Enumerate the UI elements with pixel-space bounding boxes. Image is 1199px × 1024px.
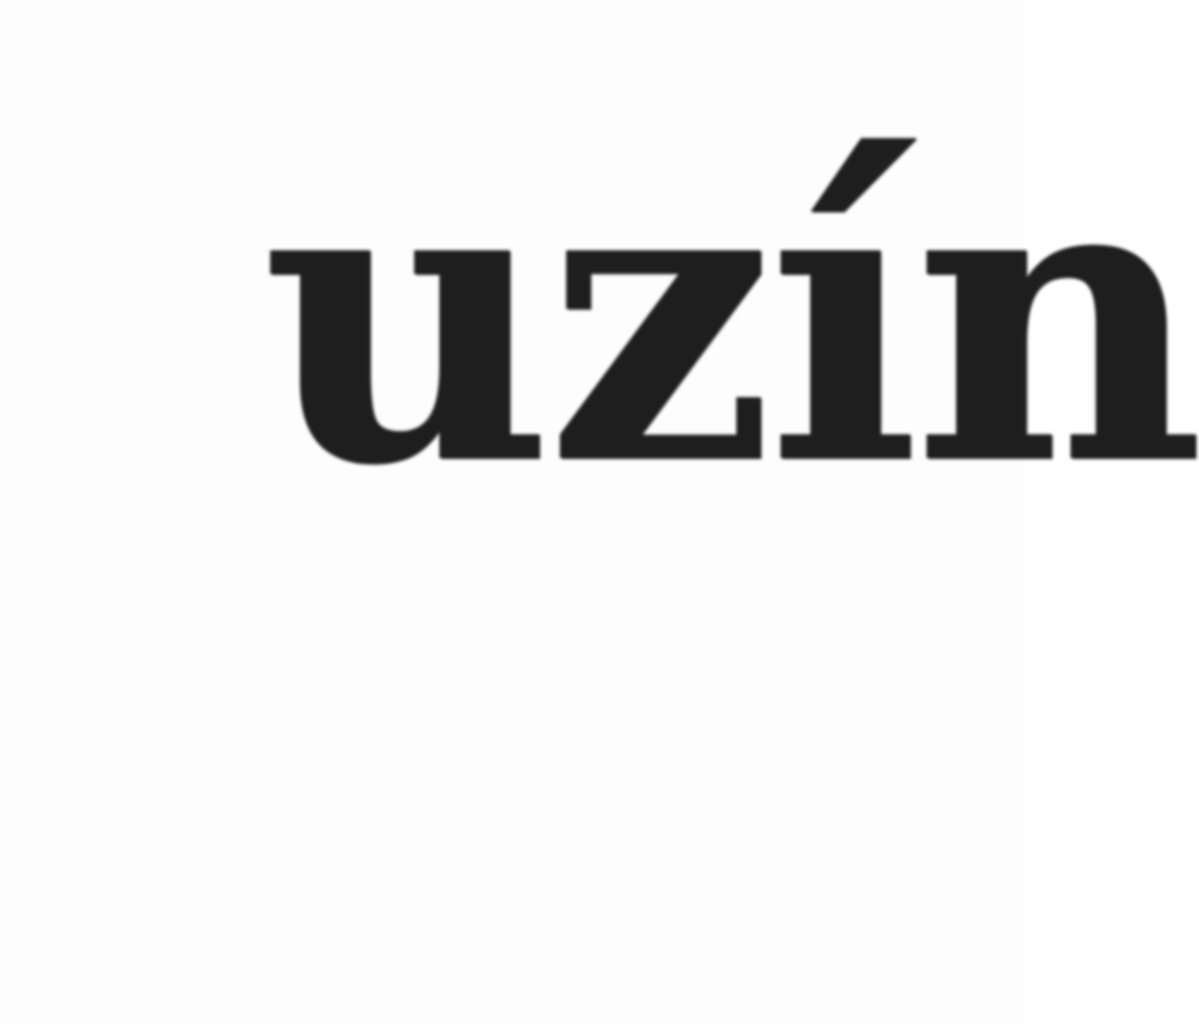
word-fragment: uzín [262,83,1199,553]
